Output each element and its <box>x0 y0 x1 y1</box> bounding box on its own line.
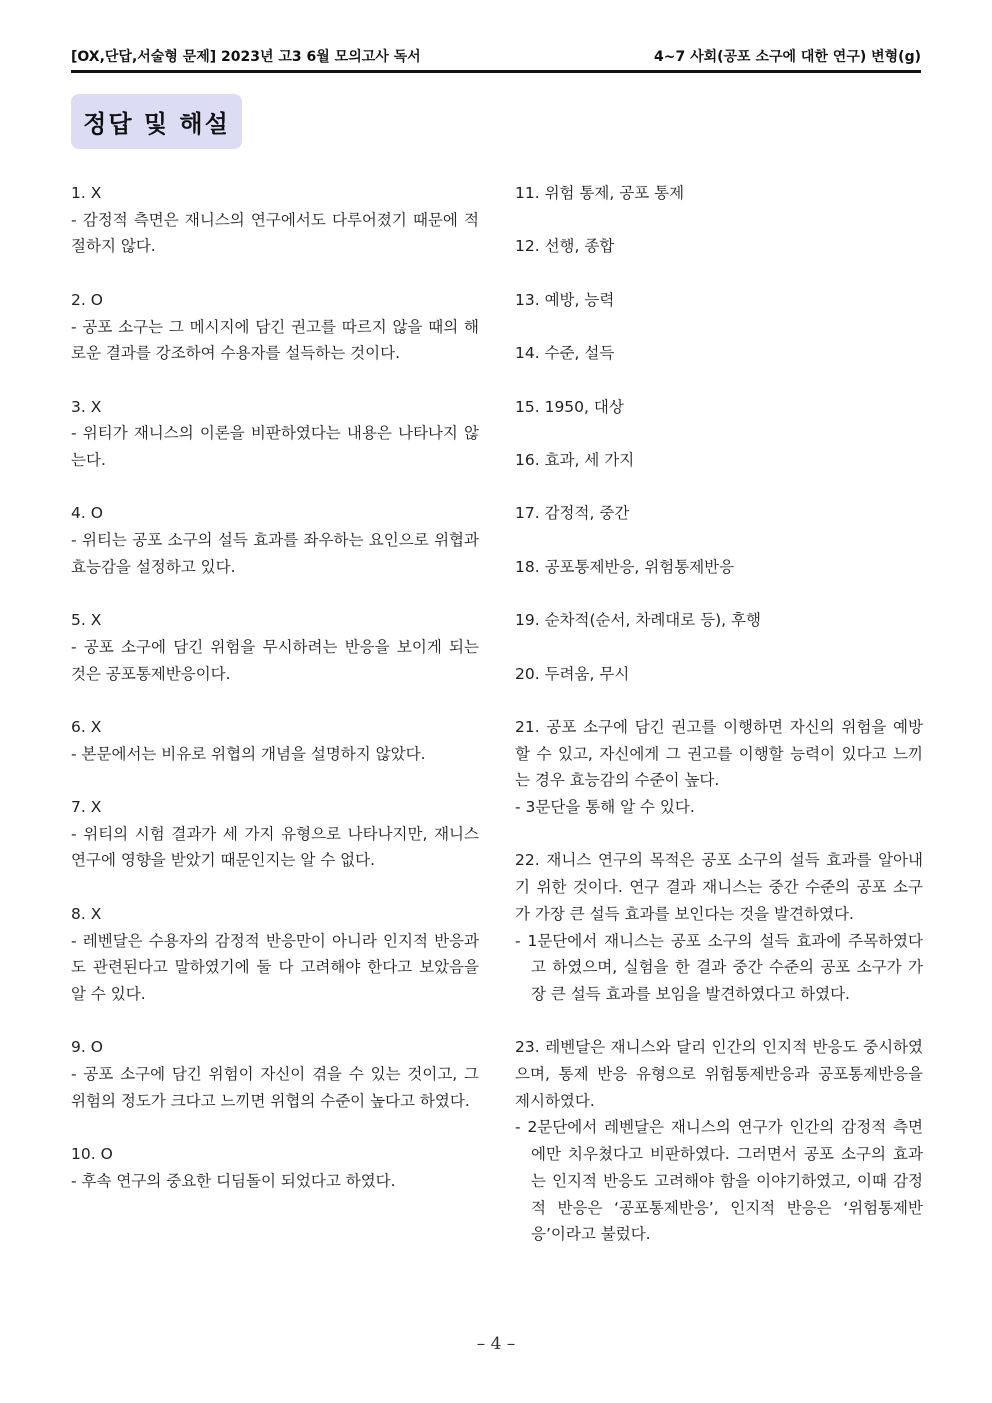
answer-explanation: - 후속 연구의 중요한 디딤돌이 되었다고 하였다. <box>71 1171 396 1190</box>
essay-answer-23 <box>515 1034 923 1248</box>
essay-answer-text: 22. 재니스 연구의 목적은 공포 소구의 설득 효과를 알아내기 위한 것이다. 연구 결과 재니스는 중간 수준의 공포 소구가 가장 큰 설득 효과를 보인다는 것을 발견하였다. <box>515 851 923 923</box>
short-answer-20: 20. 두려움, 무시 <box>515 664 630 683</box>
short-answer-19: 19. 순차적(순서, 차례대로 등), 후행 <box>515 611 761 630</box>
answer-number: 9. O <box>71 1038 103 1057</box>
page-number: – 4 – <box>476 1334 516 1354</box>
answer-explanation: - 본문에서는 비유로 위협의 개념을 설명하지 않았다. <box>71 744 426 763</box>
header-left-title: [OX,단답,서술형 문제] 2023년 고3 6월 모의고사 독서 <box>71 49 421 65</box>
short-answer-15: 15. 1950, 대상 <box>515 397 624 416</box>
answer-explanation: - 공포 소구는 그 메시지에 담긴 권고를 따르지 않을 때의 해로운 결과를 강조하여 수용자를 설득하는 것이다. <box>71 317 479 363</box>
answer-item-1 <box>71 180 479 260</box>
short-answer-17: 17. 감정적, 중간 <box>515 504 630 523</box>
essay-explanation: - 3문단을 통해 알 수 있다. <box>515 798 695 817</box>
answer-item-5 <box>71 607 479 687</box>
short-answer-16: 16. 효과, 세 가지 <box>515 450 635 469</box>
answer-explanation: - 위티의 시험 결과가 세 가지 유형으로 나타나지만, 재니스 연구에 영향을 받았기 때문인지는 알 수 없다. <box>71 824 479 870</box>
essay-answer-text: 21. 공포 소구에 담긴 권고를 이행하면 자신의 위험을 예방할 수 있고, 자신에게 그 권고를 이행할 능력이 있다고 느끼는 경우 효능감의 수준이 높다. <box>515 717 923 790</box>
page-title: 정답 및 해설 <box>71 94 242 149</box>
answer-number: 5. X <box>71 611 102 630</box>
essay-answer-22 <box>515 847 923 1007</box>
answer-item-4 <box>71 500 479 580</box>
answer-number: 3. X <box>71 397 102 416</box>
short-answer-11: 11. 위험 통제, 공포 통제 <box>515 184 685 202</box>
header-right-title: 4~7 사회(공포 소구에 대한 연구) 변형(g) <box>653 49 921 65</box>
answer-item-10 <box>71 1141 479 1194</box>
answer-item-6 <box>71 714 479 767</box>
header-rule <box>71 70 921 73</box>
answer-explanation: - 위티가 재니스의 이론을 비판하였다는 내용은 나타나지 않는다. <box>71 424 479 469</box>
essay-explanation: - 2문단에서 레벤달은 재니스의 연구가 인간의 감정적 측면에만 치우쳤다고 비판하였다. 그러면서 공포 소구의 효과는 인지적 반응도 고려해야 함을 이야기하였고, 이때 감정적 반응은 ‘공포통제반응’, 인지적 반응은 ‘위험통제반응’이라고 불렀다. <box>515 1118 923 1244</box>
answer-number: 4. O <box>71 504 103 523</box>
essay-explanation: - 1문단에서 재니스는 공포 소구의 설득 효과에 주목하였다고 하였으며, 실험을 한 결과 중간 수준의 공포 소구가 가장 큰 설득 효과를 보임을 발견하였다고 하였다. <box>515 931 923 1003</box>
answer-explanation: - 공포 소구에 담긴 위험을 무시하려는 반응을 보이게 되는 것은 공포통제반응이다. <box>71 637 479 683</box>
answer-number: 1. X <box>71 184 102 202</box>
answer-explanation: - 감정적 측면은 재니스의 연구에서도 다루어졌기 때문에 적절하지 않다. <box>71 210 479 256</box>
essay-answer-text: 23. 레벤달은 재니스와 달리 인간의 인지적 반응도 중시하였으며, 통제 반응 유형으로 위험통제반응과 공포통제반응을 제시하였다. <box>515 1038 923 1110</box>
answer-explanation: - 레벤달은 수용자의 감정적 반응만이 아니라 인지적 반응과도 관련된다고 말하였기에 둘 다 고려해야 한다고 보았음을 알 수 있다. <box>71 931 479 1003</box>
short-answer-12: 12. 선행, 종합 <box>515 237 615 256</box>
answer-number: 6. X <box>71 717 102 736</box>
left-column <box>71 180 479 1195</box>
essay-answer-21 <box>515 714 923 821</box>
short-answer-13: 13. 예방, 능력 <box>515 290 615 309</box>
right-column <box>515 180 923 1248</box>
answer-number: 10. O <box>71 1145 113 1164</box>
answer-number: 8. X <box>71 904 102 923</box>
answer-explanation: - 공포 소구에 담긴 위험이 자신이 겪을 수 있는 것이고, 그 위험의 정도가 크다고 느끼면 위협의 수준이 높다고 하였다. <box>71 1065 479 1110</box>
answer-number: 7. X <box>71 798 102 817</box>
answer-item-8 <box>71 901 479 1008</box>
short-answer-14: 14. 수준, 설득 <box>515 344 615 363</box>
answer-item-7 <box>71 794 479 874</box>
answer-number: 2. O <box>71 290 103 309</box>
short-answer-18: 18. 공포통제반응, 위험통제반응 <box>515 557 735 576</box>
answer-item-9 <box>71 1034 479 1114</box>
answer-item-2 <box>71 287 479 367</box>
answer-explanation: - 위티는 공포 소구의 설득 효과를 좌우하는 요인으로 위협과 효능감을 설정하고 있다. <box>71 531 479 576</box>
answer-item-3 <box>71 394 479 474</box>
page-header <box>71 46 921 68</box>
